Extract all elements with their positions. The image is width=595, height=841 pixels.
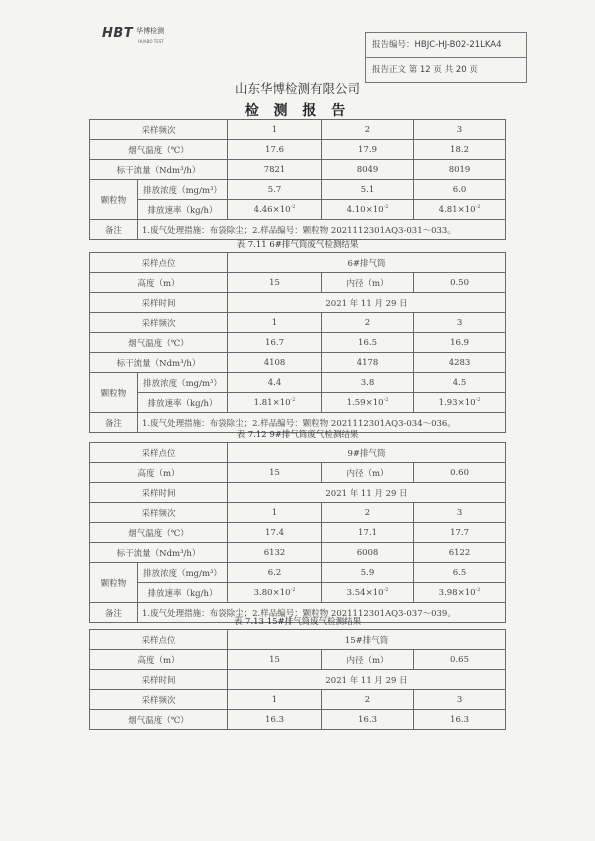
table-row <box>90 200 506 220</box>
temp-label: 烟气温度（℃） <box>90 333 228 353</box>
table-row <box>90 710 506 730</box>
table-row <box>90 253 506 273</box>
flow-label: 标干流量（Ndm³/h） <box>90 353 228 373</box>
table-row <box>90 463 506 483</box>
logo-english: HUABO TEST <box>138 39 164 44</box>
flow-label: 标干流量（Ndm³/h） <box>90 160 228 180</box>
table-row <box>90 630 506 650</box>
diameter-value: 0.50 <box>414 273 506 293</box>
table-cell: 1 <box>228 503 322 523</box>
table-cell: 16.5 <box>322 333 414 353</box>
table-cell: 1 <box>228 690 322 710</box>
time-value: 2021 年 11 月 29 日 <box>228 670 506 690</box>
page-info: 报告正文 第 12 页 共 20 页 <box>366 57 526 82</box>
flow-label: 标干流量（Ndm³/h） <box>90 543 228 563</box>
table-cell: 1 <box>228 120 322 140</box>
note-label: 备注 <box>90 413 138 433</box>
table-cell: 4.4 <box>228 373 322 393</box>
document-title: 检 测 报 告 <box>244 103 351 119</box>
table-cell: 6.5 <box>414 563 506 583</box>
report-number: HBJC-HJ-B02-21LKA4 <box>414 40 502 50</box>
table-cell: 6132 <box>228 543 322 563</box>
table-cell: 5.7 <box>228 180 322 200</box>
rate-exponent: -2 <box>383 203 389 210</box>
table-cell: 3.8 <box>322 373 414 393</box>
logo-chinese: 华博检测 <box>136 27 165 35</box>
time-value: 2021 年 11 月 29 日 <box>228 483 506 503</box>
table-row <box>90 670 506 690</box>
diameter-value: 0.60 <box>414 463 506 483</box>
rate-exponent: -2 <box>290 586 296 593</box>
table-cell: 16.9 <box>414 333 506 353</box>
freq-label: 采样频次 <box>90 120 228 140</box>
rate-mantissa: 3.80×10 <box>253 587 291 598</box>
rate-mantissa: 3.54×10 <box>346 587 384 598</box>
point-value: 6#排气筒 <box>228 253 506 273</box>
table-cell: 2 <box>322 690 414 710</box>
height-value: 15 <box>228 463 322 483</box>
pm-label: 颗粒物 <box>90 180 138 220</box>
height-label: 高度（m） <box>90 273 228 293</box>
results-table-continued <box>89 119 506 240</box>
point-label: 采样点位 <box>90 630 228 650</box>
pm-label: 颗粒物 <box>90 563 138 603</box>
table-cell: 16.3 <box>414 710 506 730</box>
pm-label: 颗粒物 <box>90 373 138 413</box>
table-row <box>90 503 506 523</box>
table-row <box>90 373 506 393</box>
table-cell: 16.3 <box>228 710 322 730</box>
table-row <box>90 160 506 180</box>
note-text: 1.废气处理措施：布袋除尘；2.样品编号：颗粒物 2021112301AQ3-031～033。 <box>138 220 506 240</box>
point-value: 15#排气筒 <box>228 630 506 650</box>
note-label: 备注 <box>90 603 138 623</box>
table-cell: 6008 <box>322 543 414 563</box>
table-row <box>90 483 506 503</box>
rate-mantissa: 1.93×10 <box>438 397 476 408</box>
rate-exponent: -2 <box>475 203 481 210</box>
table-cell: 5.9 <box>322 563 414 583</box>
temp-label: 烟气温度（℃） <box>90 710 228 730</box>
diameter-label: 内径（m） <box>322 273 414 293</box>
temp-label: 烟气温度（℃） <box>90 140 228 160</box>
rate-label: 排放速率（kg/h） <box>138 200 228 220</box>
table-row <box>90 220 506 240</box>
table-cell: 2 <box>322 120 414 140</box>
table-row <box>90 140 506 160</box>
results-table-6 <box>89 252 506 433</box>
table-row <box>90 690 506 710</box>
rate-mantissa: 4.81×10 <box>438 204 476 215</box>
rate-mantissa: 4.10×10 <box>346 204 384 215</box>
conc-label: 排放浓度（mg/m³） <box>138 373 228 393</box>
freq-label: 采样频次 <box>90 690 228 710</box>
report-number-label: 报告编号： <box>372 40 415 50</box>
company-logo <box>102 26 165 44</box>
logo-mark: HBT <box>102 26 134 41</box>
table-row <box>90 443 506 463</box>
table-cell: 17.1 <box>322 523 414 543</box>
table-cell: 6.0 <box>414 180 506 200</box>
temp-label: 烟气温度（℃） <box>90 523 228 543</box>
rate-exponent: -2 <box>383 396 389 403</box>
table-caption: 表 7.12 9#排气筒废气检测结果 <box>236 430 359 440</box>
table-cell: 17.7 <box>414 523 506 543</box>
table-cell: 5.1 <box>322 180 414 200</box>
table-cell: 4108 <box>228 353 322 373</box>
table-cell: 1 <box>228 313 322 333</box>
time-label: 采样时间 <box>90 483 228 503</box>
point-label: 采样点位 <box>90 253 228 273</box>
table-row <box>90 313 506 333</box>
table-cell: 4.5 <box>414 373 506 393</box>
rate-exponent: -2 <box>475 396 481 403</box>
note-text: 1.废气处理措施：布袋除尘；2.样品编号：颗粒物 2021112301AQ3-037～039。 <box>138 603 506 623</box>
table-cell: 17.6 <box>228 140 322 160</box>
rate-exponent: -2 <box>290 396 296 403</box>
table-caption: 表 7.11 6#排气筒废气检测结果 <box>236 240 359 250</box>
table-cell: 4178 <box>322 353 414 373</box>
rate-exponent: -2 <box>383 586 389 593</box>
table-cell: 8049 <box>322 160 414 180</box>
table-row <box>90 293 506 313</box>
note-text: 1.废气处理措施：布袋除尘；2.样品编号：颗粒物 2021112301AQ3-034～036。 <box>138 413 506 433</box>
table-cell: 17.4 <box>228 523 322 543</box>
table-cell: 3 <box>414 503 506 523</box>
table-row <box>90 353 506 373</box>
rate-mantissa: 1.81×10 <box>253 397 291 408</box>
table-cell: 6.2 <box>228 563 322 583</box>
table-cell <box>414 583 506 603</box>
table-cell <box>228 200 322 220</box>
conc-label: 排放浓度（mg/m³） <box>138 180 228 200</box>
table-cell: 4283 <box>414 353 506 373</box>
table-cell <box>228 393 322 413</box>
time-label: 采样时间 <box>90 670 228 690</box>
table-cell <box>322 200 414 220</box>
table-cell: 16.3 <box>322 710 414 730</box>
diameter-label: 内径（m） <box>322 463 414 483</box>
table-row <box>90 583 506 603</box>
table-row <box>90 523 506 543</box>
table-row <box>90 333 506 353</box>
table-row <box>90 273 506 293</box>
table-row <box>90 120 506 140</box>
table-row <box>90 393 506 413</box>
table-cell <box>414 200 506 220</box>
table-cell: 8019 <box>414 160 506 180</box>
diameter-label: 内径（m） <box>322 650 414 670</box>
time-value: 2021 年 11 月 29 日 <box>228 293 506 313</box>
diameter-value: 0.65 <box>414 650 506 670</box>
height-value: 15 <box>228 650 322 670</box>
table-cell: 3 <box>414 120 506 140</box>
table-cell: 18.2 <box>414 140 506 160</box>
table-row <box>90 180 506 200</box>
table-cell: 16.7 <box>228 333 322 353</box>
height-label: 高度（m） <box>90 463 228 483</box>
rate-mantissa: 1.59×10 <box>346 397 384 408</box>
rate-exponent: -2 <box>475 586 481 593</box>
height-value: 15 <box>228 273 322 293</box>
height-label: 高度（m） <box>90 650 228 670</box>
time-label: 采样时间 <box>90 293 228 313</box>
results-table-15 <box>89 629 506 730</box>
company-name: 山东华博检测有限公司 <box>234 81 360 96</box>
table-cell <box>322 583 414 603</box>
table-cell <box>228 583 322 603</box>
table-cell <box>414 393 506 413</box>
report-number-row <box>366 33 526 57</box>
note-label: 备注 <box>90 220 138 240</box>
table-cell: 2 <box>322 503 414 523</box>
table-cell: 17.9 <box>322 140 414 160</box>
table-row <box>90 650 506 670</box>
table-cell <box>322 393 414 413</box>
conc-label: 排放浓度（mg/m³） <box>138 563 228 583</box>
table-row <box>90 543 506 563</box>
point-value: 9#排气筒 <box>228 443 506 463</box>
rate-label: 排放速率（kg/h） <box>138 393 228 413</box>
table-cell: 6122 <box>414 543 506 563</box>
rate-mantissa: 3.98×10 <box>438 587 476 598</box>
table-cell: 3 <box>414 690 506 710</box>
table-row <box>90 563 506 583</box>
table-cell: 7821 <box>228 160 322 180</box>
freq-label: 采样频次 <box>90 313 228 333</box>
table-caption: 表 7.13 15#排气筒废气检测结果 <box>233 617 362 627</box>
results-table-9 <box>89 442 506 623</box>
point-label: 采样点位 <box>90 443 228 463</box>
freq-label: 采样频次 <box>90 503 228 523</box>
rate-label: 排放速率（kg/h） <box>138 583 228 603</box>
table-cell: 2 <box>322 313 414 333</box>
report-info-box <box>365 32 527 83</box>
table-cell: 3 <box>414 313 506 333</box>
rate-mantissa: 4.46×10 <box>253 204 291 215</box>
rate-exponent: -2 <box>290 203 296 210</box>
